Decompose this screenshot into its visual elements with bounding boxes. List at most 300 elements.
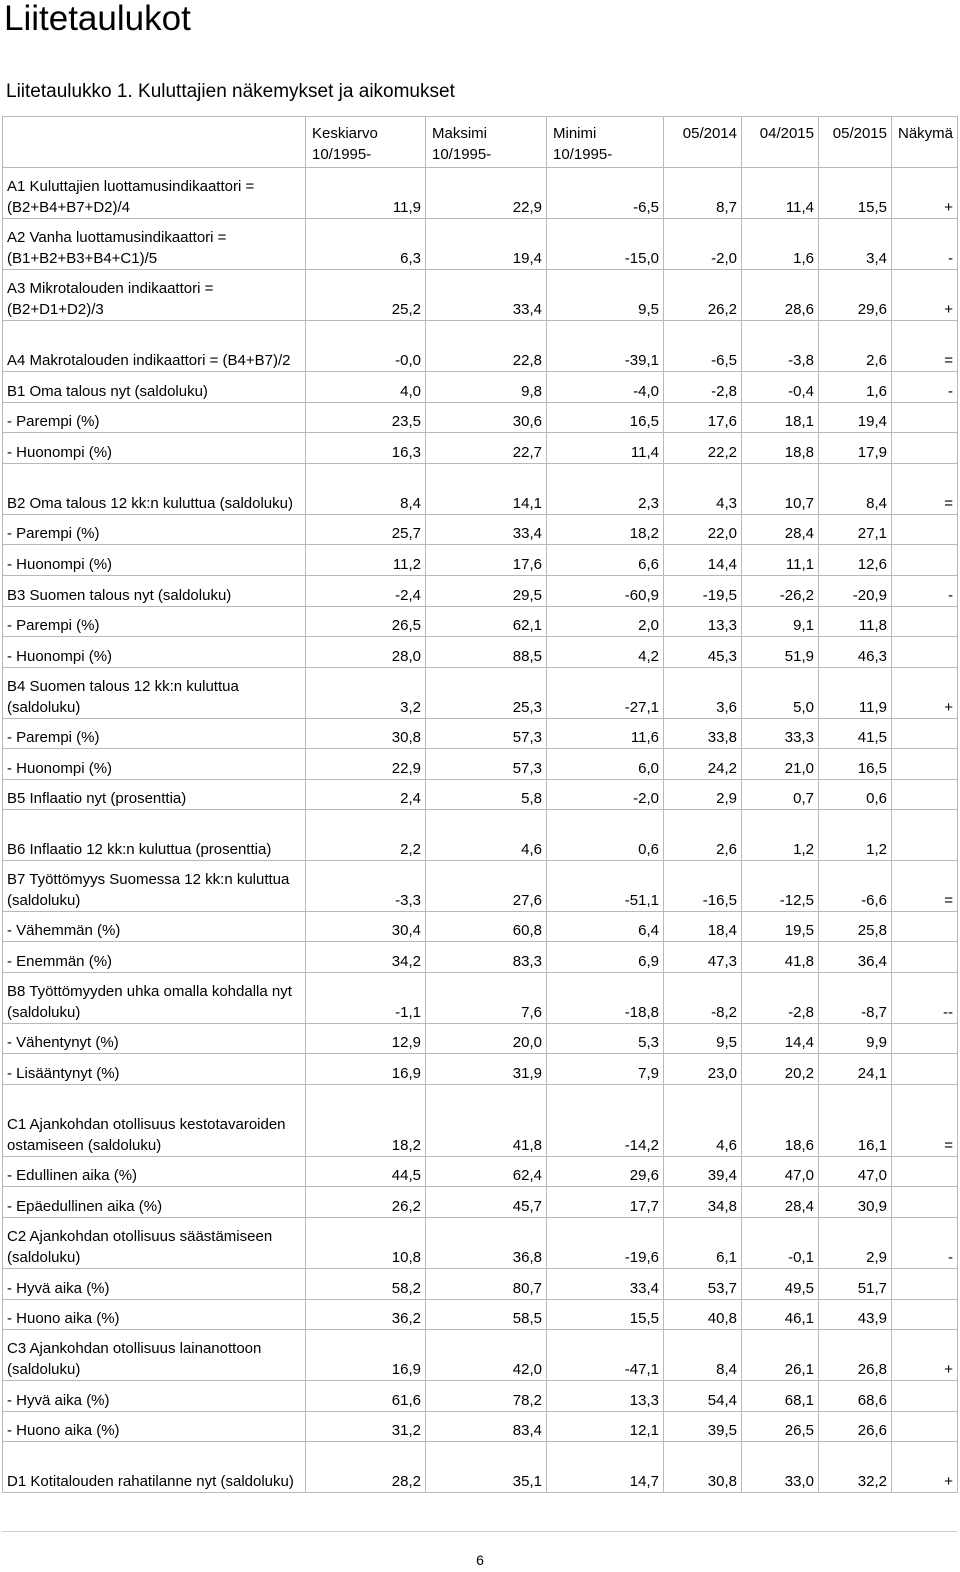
- cell-04-2015: -0,4: [742, 372, 819, 403]
- cell-keskiarvo: 2,4: [306, 780, 426, 810]
- cell-05-2015: 8,4: [819, 464, 892, 515]
- cell-04-2015: 51,9: [742, 637, 819, 668]
- table-row: [3, 912, 958, 942]
- cell-05-2014: 33,8: [664, 719, 742, 749]
- cell-keskiarvo: 30,4: [306, 912, 426, 942]
- cell-keskiarvo: 6,3: [306, 219, 426, 270]
- cell-05-2014: -2,0: [664, 219, 742, 270]
- cell-minimi: 6,4: [547, 912, 664, 942]
- cell-05-2014: 53,7: [664, 1269, 742, 1300]
- row-label: A2 Vanha luottamusindikaattori = (B1+B2+B3+B4+C1)/5: [3, 219, 306, 270]
- cell-05-2014: 4,3: [664, 464, 742, 515]
- cell-minimi: -6,5: [547, 168, 664, 219]
- cell-05-2014: -8,2: [664, 973, 742, 1024]
- cell-maksimi: 80,7: [426, 1269, 547, 1300]
- cell-04-2015: 11,1: [742, 545, 819, 576]
- row-label: - Epäedullinen aika (%): [3, 1187, 306, 1218]
- table-row: [3, 1085, 958, 1157]
- cell-05-2015: 68,6: [819, 1381, 892, 1412]
- cell-04-2015: -2,8: [742, 973, 819, 1024]
- cell-04-2015: 18,8: [742, 433, 819, 464]
- cell-maksimi: 33,4: [426, 515, 547, 545]
- cell-keskiarvo: 2,2: [306, 810, 426, 861]
- cell-nakyma: +: [892, 270, 958, 321]
- data-table: [2, 116, 958, 1493]
- cell-05-2015: 27,1: [819, 515, 892, 545]
- cell-minimi: 4,2: [547, 637, 664, 668]
- cell-04-2015: 0,7: [742, 780, 819, 810]
- cell-05-2014: -6,5: [664, 321, 742, 372]
- cell-05-2014: 47,3: [664, 942, 742, 973]
- footer-divider: [2, 1531, 957, 1532]
- cell-keskiarvo: 44,5: [306, 1157, 426, 1187]
- cell-maksimi: 62,1: [426, 607, 547, 637]
- cell-keskiarvo: 10,8: [306, 1218, 426, 1269]
- table-row: [3, 861, 958, 912]
- table-row: [3, 749, 958, 780]
- row-label: - Hyvä aika (%): [3, 1381, 306, 1412]
- cell-nakyma: +: [892, 1330, 958, 1381]
- cell-keskiarvo: 25,7: [306, 515, 426, 545]
- cell-nakyma: [892, 780, 958, 810]
- table-row: [3, 403, 958, 433]
- cell-nakyma: +: [892, 1442, 958, 1493]
- cell-nakyma: +: [892, 168, 958, 219]
- cell-nakyma: [892, 1157, 958, 1187]
- cell-minimi: 6,0: [547, 749, 664, 780]
- cell-maksimi: 30,6: [426, 403, 547, 433]
- header-label: [3, 117, 306, 168]
- cell-maksimi: 62,4: [426, 1157, 547, 1187]
- cell-minimi: -60,9: [547, 576, 664, 607]
- cell-05-2014: 8,4: [664, 1330, 742, 1381]
- cell-05-2014: -16,5: [664, 861, 742, 912]
- cell-minimi: 16,5: [547, 403, 664, 433]
- cell-keskiarvo: -3,3: [306, 861, 426, 912]
- cell-05-2015: 2,9: [819, 1218, 892, 1269]
- cell-nakyma: [892, 515, 958, 545]
- row-label: - Huonompi (%): [3, 637, 306, 668]
- cell-05-2014: 2,9: [664, 780, 742, 810]
- cell-05-2014: 45,3: [664, 637, 742, 668]
- cell-04-2015: 5,0: [742, 668, 819, 719]
- cell-04-2015: 46,1: [742, 1300, 819, 1330]
- row-label: - Parempi (%): [3, 719, 306, 749]
- table-row: [3, 464, 958, 515]
- cell-keskiarvo: 8,4: [306, 464, 426, 515]
- cell-05-2015: 25,8: [819, 912, 892, 942]
- cell-05-2015: 0,6: [819, 780, 892, 810]
- cell-04-2015: 20,2: [742, 1054, 819, 1085]
- table-row: [3, 1412, 958, 1442]
- cell-04-2015: 28,4: [742, 1187, 819, 1218]
- cell-maksimi: 36,8: [426, 1218, 547, 1269]
- row-label: - Enemmän (%): [3, 942, 306, 973]
- cell-04-2015: 18,6: [742, 1085, 819, 1157]
- cell-minimi: 18,2: [547, 515, 664, 545]
- cell-nakyma: =: [892, 1085, 958, 1157]
- row-label: - Huonompi (%): [3, 749, 306, 780]
- cell-minimi: 15,5: [547, 1300, 664, 1330]
- cell-maksimi: 27,6: [426, 861, 547, 912]
- cell-keskiarvo: 23,5: [306, 403, 426, 433]
- cell-keskiarvo: 30,8: [306, 719, 426, 749]
- row-label: - Parempi (%): [3, 607, 306, 637]
- cell-04-2015: -0,1: [742, 1218, 819, 1269]
- cell-nakyma: -: [892, 372, 958, 403]
- cell-maksimi: 42,0: [426, 1330, 547, 1381]
- table-row: [3, 1381, 958, 1412]
- cell-05-2014: 24,2: [664, 749, 742, 780]
- cell-05-2014: -19,5: [664, 576, 742, 607]
- cell-05-2015: 26,6: [819, 1412, 892, 1442]
- cell-04-2015: -12,5: [742, 861, 819, 912]
- cell-05-2015: 26,8: [819, 1330, 892, 1381]
- table-row: [3, 433, 958, 464]
- row-label: A3 Mikrotalouden indikaattori = (B2+D1+D2)/3: [3, 270, 306, 321]
- row-label: C2 Ajankohdan otollisuus säästämiseen (saldoluku): [3, 1218, 306, 1269]
- table-row: [3, 1054, 958, 1085]
- cell-04-2015: 18,1: [742, 403, 819, 433]
- cell-minimi: -47,1: [547, 1330, 664, 1381]
- header-04-2015: 04/2015: [742, 117, 819, 168]
- cell-nakyma: [892, 749, 958, 780]
- cell-04-2015: 1,2: [742, 810, 819, 861]
- cell-nakyma: [892, 545, 958, 576]
- cell-maksimi: 22,7: [426, 433, 547, 464]
- cell-minimi: 9,5: [547, 270, 664, 321]
- cell-maksimi: 4,6: [426, 810, 547, 861]
- cell-minimi: -18,8: [547, 973, 664, 1024]
- header-keskiarvo: Keskiarvo 10/1995-: [306, 117, 426, 168]
- cell-nakyma: [892, 433, 958, 464]
- header-minimi: Minimi 10/1995-: [547, 117, 664, 168]
- cell-05-2015: 36,4: [819, 942, 892, 973]
- cell-05-2014: 8,7: [664, 168, 742, 219]
- cell-keskiarvo: 26,2: [306, 1187, 426, 1218]
- row-label: B2 Oma talous 12 kk:n kuluttua (saldoluku): [3, 464, 306, 515]
- table-row: [3, 973, 958, 1024]
- cell-minimi: -39,1: [547, 321, 664, 372]
- cell-nakyma: -: [892, 219, 958, 270]
- cell-minimi: -19,6: [547, 1218, 664, 1269]
- cell-minimi: 2,0: [547, 607, 664, 637]
- cell-minimi: 12,1: [547, 1412, 664, 1442]
- table-row: [3, 810, 958, 861]
- cell-05-2015: 51,7: [819, 1269, 892, 1300]
- cell-keskiarvo: 22,9: [306, 749, 426, 780]
- cell-05-2014: 3,6: [664, 668, 742, 719]
- cell-nakyma: [892, 719, 958, 749]
- cell-maksimi: 14,1: [426, 464, 547, 515]
- cell-05-2015: 11,9: [819, 668, 892, 719]
- cell-05-2014: -2,8: [664, 372, 742, 403]
- cell-04-2015: 47,0: [742, 1157, 819, 1187]
- cell-keskiarvo: 11,9: [306, 168, 426, 219]
- table-row: [3, 1187, 958, 1218]
- cell-04-2015: 10,7: [742, 464, 819, 515]
- table-row: [3, 1024, 958, 1054]
- cell-maksimi: 19,4: [426, 219, 547, 270]
- table-row: [3, 1330, 958, 1381]
- cell-maksimi: 22,9: [426, 168, 547, 219]
- cell-minimi: 33,4: [547, 1269, 664, 1300]
- cell-maksimi: 78,2: [426, 1381, 547, 1412]
- row-label: - Huonompi (%): [3, 433, 306, 464]
- table-row: [3, 372, 958, 403]
- cell-05-2015: 46,3: [819, 637, 892, 668]
- cell-minimi: 7,9: [547, 1054, 664, 1085]
- cell-nakyma: [892, 1024, 958, 1054]
- cell-keskiarvo: 4,0: [306, 372, 426, 403]
- cell-keskiarvo: 36,2: [306, 1300, 426, 1330]
- row-label: - Huonompi (%): [3, 545, 306, 576]
- cell-minimi: 17,7: [547, 1187, 664, 1218]
- table-row: [3, 780, 958, 810]
- cell-04-2015: 28,4: [742, 515, 819, 545]
- cell-nakyma: -: [892, 576, 958, 607]
- cell-05-2015: 3,4: [819, 219, 892, 270]
- cell-05-2015: 16,5: [819, 749, 892, 780]
- cell-nakyma: [892, 1381, 958, 1412]
- cell-04-2015: 49,5: [742, 1269, 819, 1300]
- cell-05-2015: 41,5: [819, 719, 892, 749]
- cell-keskiarvo: -1,1: [306, 973, 426, 1024]
- cell-keskiarvo: 28,2: [306, 1442, 426, 1493]
- table-row: [3, 719, 958, 749]
- cell-maksimi: 83,4: [426, 1412, 547, 1442]
- cell-maksimi: 57,3: [426, 719, 547, 749]
- cell-keskiarvo: 58,2: [306, 1269, 426, 1300]
- cell-04-2015: 26,1: [742, 1330, 819, 1381]
- cell-keskiarvo: 12,9: [306, 1024, 426, 1054]
- cell-05-2014: 22,2: [664, 433, 742, 464]
- cell-05-2014: 22,0: [664, 515, 742, 545]
- cell-minimi: 13,3: [547, 1381, 664, 1412]
- cell-04-2015: 68,1: [742, 1381, 819, 1412]
- cell-04-2015: 33,3: [742, 719, 819, 749]
- cell-nakyma: =: [892, 464, 958, 515]
- cell-keskiarvo: 31,2: [306, 1412, 426, 1442]
- row-label: D1 Kotitalouden rahatilanne nyt (saldoluku): [3, 1442, 306, 1493]
- cell-05-2015: 29,6: [819, 270, 892, 321]
- cell-05-2015: -8,7: [819, 973, 892, 1024]
- cell-04-2015: 9,1: [742, 607, 819, 637]
- cell-minimi: 2,3: [547, 464, 664, 515]
- cell-05-2015: 1,6: [819, 372, 892, 403]
- cell-nakyma: --: [892, 973, 958, 1024]
- cell-keskiarvo: 16,9: [306, 1330, 426, 1381]
- cell-05-2014: 17,6: [664, 403, 742, 433]
- cell-05-2015: 47,0: [819, 1157, 892, 1187]
- cell-keskiarvo: -0,0: [306, 321, 426, 372]
- table-row: [3, 1218, 958, 1269]
- cell-keskiarvo: 3,2: [306, 668, 426, 719]
- cell-keskiarvo: 16,9: [306, 1054, 426, 1085]
- cell-04-2015: 11,4: [742, 168, 819, 219]
- cell-nakyma: =: [892, 861, 958, 912]
- cell-05-2015: 9,9: [819, 1024, 892, 1054]
- cell-nakyma: [892, 1187, 958, 1218]
- page-title: Liitetaulukot: [4, 0, 191, 38]
- row-label: B7 Työttömyys Suomessa 12 kk:n kuluttua (saldoluku): [3, 861, 306, 912]
- cell-minimi: 11,6: [547, 719, 664, 749]
- table-row: [3, 607, 958, 637]
- cell-keskiarvo: 61,6: [306, 1381, 426, 1412]
- cell-keskiarvo: 16,3: [306, 433, 426, 464]
- cell-05-2014: 40,8: [664, 1300, 742, 1330]
- cell-minimi: 0,6: [547, 810, 664, 861]
- cell-05-2014: 34,8: [664, 1187, 742, 1218]
- cell-minimi: -15,0: [547, 219, 664, 270]
- cell-05-2015: 19,4: [819, 403, 892, 433]
- cell-05-2014: 39,4: [664, 1157, 742, 1187]
- table-row: [3, 1300, 958, 1330]
- row-label: - Lisääntynyt (%): [3, 1054, 306, 1085]
- cell-nakyma: [892, 403, 958, 433]
- cell-nakyma: [892, 912, 958, 942]
- cell-nakyma: [892, 637, 958, 668]
- table-row: [3, 668, 958, 719]
- cell-05-2014: 39,5: [664, 1412, 742, 1442]
- cell-05-2015: 15,5: [819, 168, 892, 219]
- row-label: B4 Suomen talous 12 kk:n kuluttua (saldoluku): [3, 668, 306, 719]
- cell-nakyma: +: [892, 668, 958, 719]
- cell-maksimi: 9,8: [426, 372, 547, 403]
- cell-05-2015: 16,1: [819, 1085, 892, 1157]
- cell-05-2014: 14,4: [664, 545, 742, 576]
- cell-maksimi: 41,8: [426, 1085, 547, 1157]
- cell-04-2015: 21,0: [742, 749, 819, 780]
- cell-maksimi: 88,5: [426, 637, 547, 668]
- cell-05-2014: 6,1: [664, 1218, 742, 1269]
- cell-05-2015: -20,9: [819, 576, 892, 607]
- table-title: Liitetaulukko 1. Kuluttajien näkemykset ja aikomukset: [6, 81, 455, 102]
- cell-05-2014: 9,5: [664, 1024, 742, 1054]
- cell-maksimi: 33,4: [426, 270, 547, 321]
- cell-05-2014: 4,6: [664, 1085, 742, 1157]
- cell-nakyma: [892, 1054, 958, 1085]
- cell-maksimi: 17,6: [426, 545, 547, 576]
- cell-minimi: 11,4: [547, 433, 664, 464]
- table-row: [3, 168, 958, 219]
- cell-minimi: 6,9: [547, 942, 664, 973]
- cell-maksimi: 57,3: [426, 749, 547, 780]
- table-row: [3, 942, 958, 973]
- cell-nakyma: [892, 942, 958, 973]
- page-number: 6: [476, 1552, 484, 1568]
- cell-maksimi: 20,0: [426, 1024, 547, 1054]
- cell-05-2014: 54,4: [664, 1381, 742, 1412]
- cell-nakyma: [892, 810, 958, 861]
- cell-keskiarvo: 18,2: [306, 1085, 426, 1157]
- row-label: - Hyvä aika (%): [3, 1269, 306, 1300]
- cell-04-2015: -3,8: [742, 321, 819, 372]
- table-row: [3, 1157, 958, 1187]
- cell-minimi: 6,6: [547, 545, 664, 576]
- cell-05-2015: 24,1: [819, 1054, 892, 1085]
- cell-05-2015: -6,6: [819, 861, 892, 912]
- cell-maksimi: 58,5: [426, 1300, 547, 1330]
- cell-04-2015: 19,5: [742, 912, 819, 942]
- header-05-2015: 05/2015: [819, 117, 892, 168]
- cell-maksimi: 35,1: [426, 1442, 547, 1493]
- cell-minimi: -27,1: [547, 668, 664, 719]
- row-label: C3 Ajankohdan otollisuus lainanottoon (saldoluku): [3, 1330, 306, 1381]
- cell-keskiarvo: -2,4: [306, 576, 426, 607]
- row-label: B1 Oma talous nyt (saldoluku): [3, 372, 306, 403]
- cell-05-2015: 1,2: [819, 810, 892, 861]
- cell-keskiarvo: 25,2: [306, 270, 426, 321]
- cell-04-2015: 26,5: [742, 1412, 819, 1442]
- cell-nakyma: =: [892, 321, 958, 372]
- row-label: B8 Työttömyyden uhka omalla kohdalla nyt (saldoluku): [3, 973, 306, 1024]
- row-label: - Edullinen aika (%): [3, 1157, 306, 1187]
- row-label: - Huono aika (%): [3, 1300, 306, 1330]
- cell-04-2015: 33,0: [742, 1442, 819, 1493]
- row-label: - Parempi (%): [3, 515, 306, 545]
- cell-05-2015: 11,8: [819, 607, 892, 637]
- cell-05-2014: 30,8: [664, 1442, 742, 1493]
- cell-maksimi: 22,8: [426, 321, 547, 372]
- cell-05-2015: 30,9: [819, 1187, 892, 1218]
- row-label: - Vähentynyt (%): [3, 1024, 306, 1054]
- cell-nakyma: [892, 607, 958, 637]
- cell-04-2015: 41,8: [742, 942, 819, 973]
- cell-maksimi: 31,9: [426, 1054, 547, 1085]
- cell-04-2015: -26,2: [742, 576, 819, 607]
- table-row: [3, 545, 958, 576]
- row-label: C1 Ajankohdan otollisuus kestotavaroiden ostamiseen (saldoluku): [3, 1085, 306, 1157]
- row-label: B5 Inflaatio nyt (prosenttia): [3, 780, 306, 810]
- cell-04-2015: 28,6: [742, 270, 819, 321]
- row-label: - Vähemmän (%): [3, 912, 306, 942]
- cell-keskiarvo: 11,2: [306, 545, 426, 576]
- cell-minimi: -4,0: [547, 372, 664, 403]
- table-row: [3, 1269, 958, 1300]
- table-row: [3, 515, 958, 545]
- table-row: [3, 219, 958, 270]
- cell-05-2015: 32,2: [819, 1442, 892, 1493]
- row-label: A4 Makrotalouden indikaattori = (B4+B7)/2: [3, 321, 306, 372]
- cell-04-2015: 14,4: [742, 1024, 819, 1054]
- cell-minimi: -2,0: [547, 780, 664, 810]
- cell-maksimi: 29,5: [426, 576, 547, 607]
- header-row: [3, 117, 958, 168]
- cell-05-2014: 2,6: [664, 810, 742, 861]
- cell-maksimi: 83,3: [426, 942, 547, 973]
- cell-nakyma: -: [892, 1218, 958, 1269]
- row-label: B3 Suomen talous nyt (saldoluku): [3, 576, 306, 607]
- cell-05-2015: 43,9: [819, 1300, 892, 1330]
- cell-minimi: -51,1: [547, 861, 664, 912]
- cell-04-2015: 1,6: [742, 219, 819, 270]
- row-label: B6 Inflaatio 12 kk:n kuluttua (prosenttia): [3, 810, 306, 861]
- cell-minimi: 5,3: [547, 1024, 664, 1054]
- cell-05-2014: 18,4: [664, 912, 742, 942]
- cell-maksimi: 5,8: [426, 780, 547, 810]
- cell-maksimi: 60,8: [426, 912, 547, 942]
- cell-maksimi: 25,3: [426, 668, 547, 719]
- cell-minimi: 29,6: [547, 1157, 664, 1187]
- row-label: - Parempi (%): [3, 403, 306, 433]
- cell-05-2015: 17,9: [819, 433, 892, 464]
- cell-05-2014: 13,3: [664, 607, 742, 637]
- cell-minimi: -14,2: [547, 1085, 664, 1157]
- row-label: - Huono aika (%): [3, 1412, 306, 1442]
- cell-keskiarvo: 28,0: [306, 637, 426, 668]
- table-row: [3, 637, 958, 668]
